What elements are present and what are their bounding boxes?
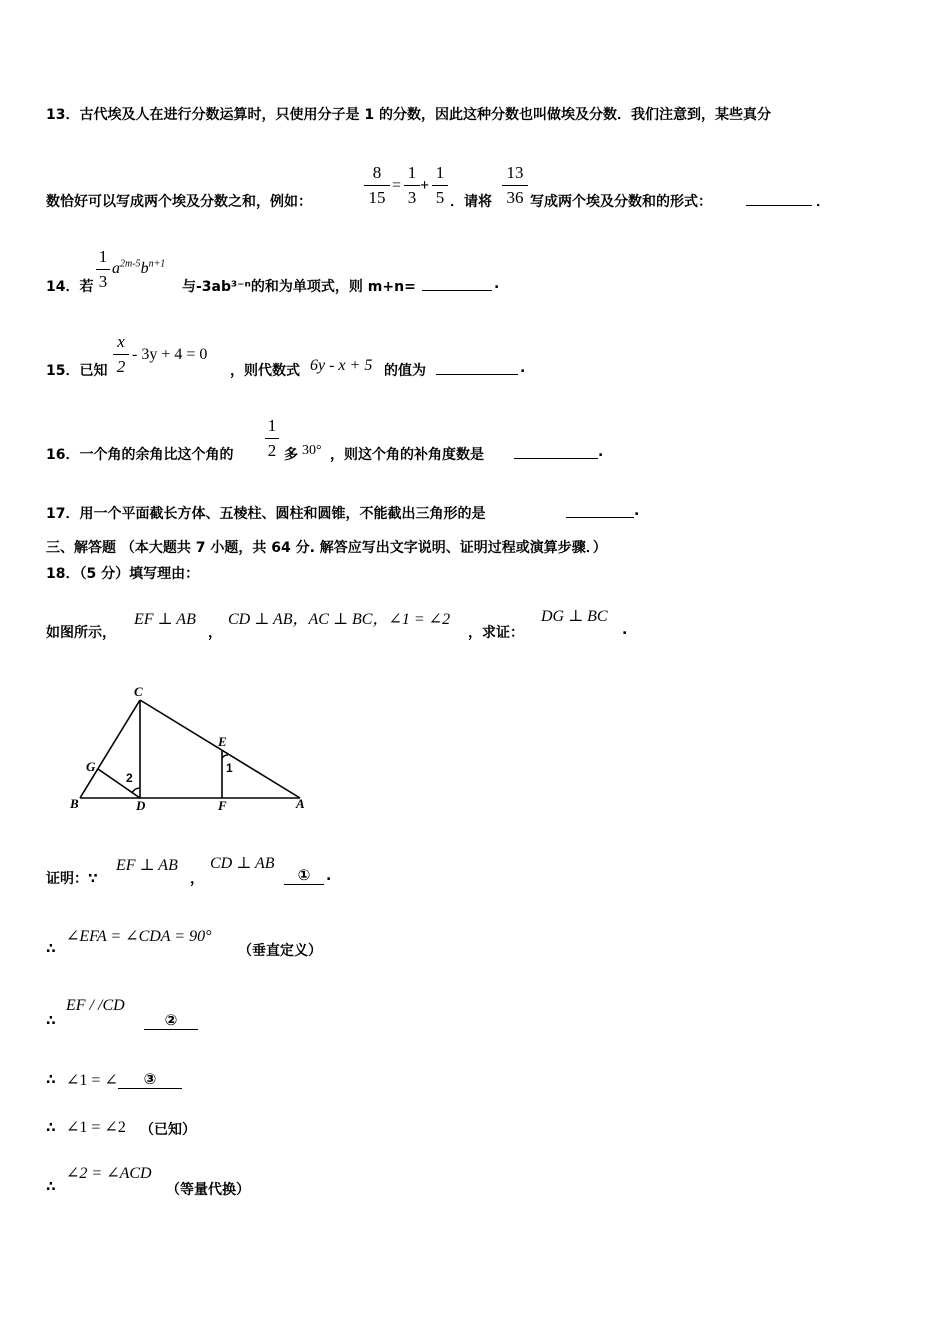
q16-answer-blank[interactable]	[514, 444, 598, 463]
label-d: D	[136, 798, 146, 813]
q14-frac-num: 1	[98, 247, 108, 266]
q17-text: 17．用一个平面截长方体、五棱柱、圆柱和圆锥，不能截出三角形的是	[46, 506, 486, 522]
q13-eq: =	[392, 177, 402, 194]
q16-label: 16．一个角的余角比这个角的	[46, 447, 234, 463]
q18-given-label: 如图所示，	[46, 625, 116, 641]
label-angle-1: 1	[226, 761, 233, 775]
label-e: E	[218, 734, 227, 749]
q13-frac1-den: 15	[368, 188, 386, 207]
label-angle-2: 2	[126, 771, 133, 785]
q13-frac4-num: 13	[506, 163, 524, 182]
q13-frac1-num: 8	[372, 163, 382, 182]
q13-plus: +	[420, 177, 430, 194]
q15-expr1: - 3y + 4 = 0	[132, 346, 208, 363]
q13-answer-blank[interactable]	[746, 191, 812, 210]
proof-s6-reason: （等量代换）	[166, 1182, 250, 1198]
q17-answer-blank[interactable]	[566, 503, 634, 522]
label-b: B	[70, 796, 79, 811]
q18-comma: ，	[208, 625, 222, 641]
q16-frac-num: 1	[267, 416, 277, 435]
therefore-3: ∴	[46, 1013, 56, 1029]
proof-s1-b: CD ⊥ AB	[210, 855, 275, 872]
q15-answer-blank[interactable]	[436, 360, 518, 379]
q14-answer-blank[interactable]	[422, 276, 492, 295]
q13-frac-13-36	[502, 163, 528, 208]
proof-s1-a: EF ⊥ AB	[116, 857, 178, 874]
proof-blank-3-marker: ③	[143, 1070, 157, 1088]
triangle-figure	[68, 684, 324, 814]
q14-frac	[96, 247, 110, 292]
q17-end: .	[634, 503, 640, 519]
label-a: A	[296, 796, 305, 811]
q16-frac-den: 2	[267, 441, 277, 460]
q15-end: .	[520, 360, 526, 376]
angle-1-arc	[222, 755, 228, 758]
proof-s3: EF / /CD	[66, 997, 125, 1014]
q16-deg: 30°	[302, 443, 322, 458]
q15-frac-num: x	[117, 332, 125, 351]
q15-mid: ，则代数式	[230, 363, 300, 379]
angle-2-arc	[132, 788, 140, 793]
q13-frac-1-3	[404, 163, 420, 208]
label-g: G	[86, 759, 96, 774]
q13-frac4-den: 36	[506, 188, 524, 207]
q14-text: 与-3ab³⁻ⁿ的和为单项式，则 m+n=	[182, 279, 416, 295]
q13-frac3-den: 5	[435, 188, 445, 207]
q18-header: 18．（5 分）填写理由：	[46, 566, 200, 582]
q14-var-a: a	[112, 260, 120, 277]
proof-s5-reason: （已知）	[140, 1122, 196, 1138]
proof-blank-2-marker: ②	[164, 1011, 178, 1029]
segment-gd	[98, 769, 140, 798]
therefore-2: ∴	[46, 941, 56, 957]
proof-s1-label: 证明：∵	[46, 871, 98, 887]
section3-heading: 三、解答题 （本大题共 7 小题，共 64 分. 解答应写出文字说明、证明过程或演算步骤．）	[46, 540, 607, 556]
q13-line2-c: 写成两个埃及分数和的形式：	[530, 194, 712, 210]
q18-goal: DG ⊥ BC	[541, 608, 608, 625]
proof-s2: ∠EFA = ∠CDA = 90°	[66, 928, 212, 945]
proof-blank-1-marker: ①	[297, 866, 311, 884]
q18-given-1: EF ⊥ AB	[134, 611, 196, 628]
proof-s1-end: .	[326, 868, 332, 884]
therefore-4: ∴	[46, 1072, 56, 1088]
q16-frac	[265, 416, 279, 461]
proof-blank-3[interactable]	[118, 1069, 182, 1089]
q14-exp-b: n+1	[148, 258, 166, 270]
q15-frac	[113, 332, 129, 377]
proof-s1-comma: ，	[190, 871, 204, 887]
q16-text: ，则这个角的补角度数是	[330, 447, 484, 463]
q14-end: .	[494, 276, 500, 292]
therefore-6: ∴	[46, 1179, 56, 1195]
proof-blank-1[interactable]	[284, 865, 324, 885]
q14-frac-den: 3	[98, 272, 108, 291]
q13-frac-1-5	[432, 163, 448, 208]
label-f: F	[218, 798, 227, 813]
proof-s6: ∠2 = ∠ACD	[66, 1165, 152, 1182]
q14-exp-a: 2m-5	[120, 258, 141, 270]
q14-monomial	[112, 258, 165, 278]
q14-var-b: b	[140, 260, 149, 277]
q15-frac-den: 2	[116, 357, 126, 376]
q13-line1: 13．古代埃及人在进行分数运算时，只使用分子是 1 的分数，因此这种分数也叫做埃及分数．我们注意到，某些真分	[46, 107, 771, 123]
q13-frac-8-15	[364, 163, 390, 208]
therefore-5: ∴	[46, 1120, 56, 1136]
q13-frac3-num: 1	[435, 163, 445, 182]
q13-end: ．	[816, 194, 830, 210]
q16-duo: 多	[284, 447, 298, 463]
q13-line2-b: ．请将	[450, 194, 492, 210]
q13-frac2-num: 1	[407, 163, 417, 182]
q18-prove-label: ，求证：	[468, 625, 524, 641]
side-ca	[140, 700, 300, 798]
q14-label: 14．若	[46, 279, 94, 295]
proof-s4: ∠1 = ∠	[66, 1072, 118, 1089]
proof-s5: ∠1 = ∠2	[66, 1119, 126, 1136]
q18-given-2: CD ⊥ AB，AC ⊥ BC，∠1 = ∠2	[228, 611, 451, 628]
q15-expr2: 6y - x + 5	[310, 357, 373, 374]
label-c: C	[134, 684, 143, 699]
q13-frac2-den: 3	[407, 188, 417, 207]
q15-text: 的值为	[384, 363, 426, 379]
q18-end: .	[622, 622, 628, 638]
q13-line2-a: 数恰好可以写成两个埃及分数之和，例如：	[46, 194, 312, 210]
q15-label: 15．已知	[46, 363, 108, 379]
q16-end: .	[598, 444, 604, 460]
proof-s2-reason: （垂直定义）	[238, 943, 322, 959]
proof-blank-2[interactable]	[144, 1010, 198, 1030]
